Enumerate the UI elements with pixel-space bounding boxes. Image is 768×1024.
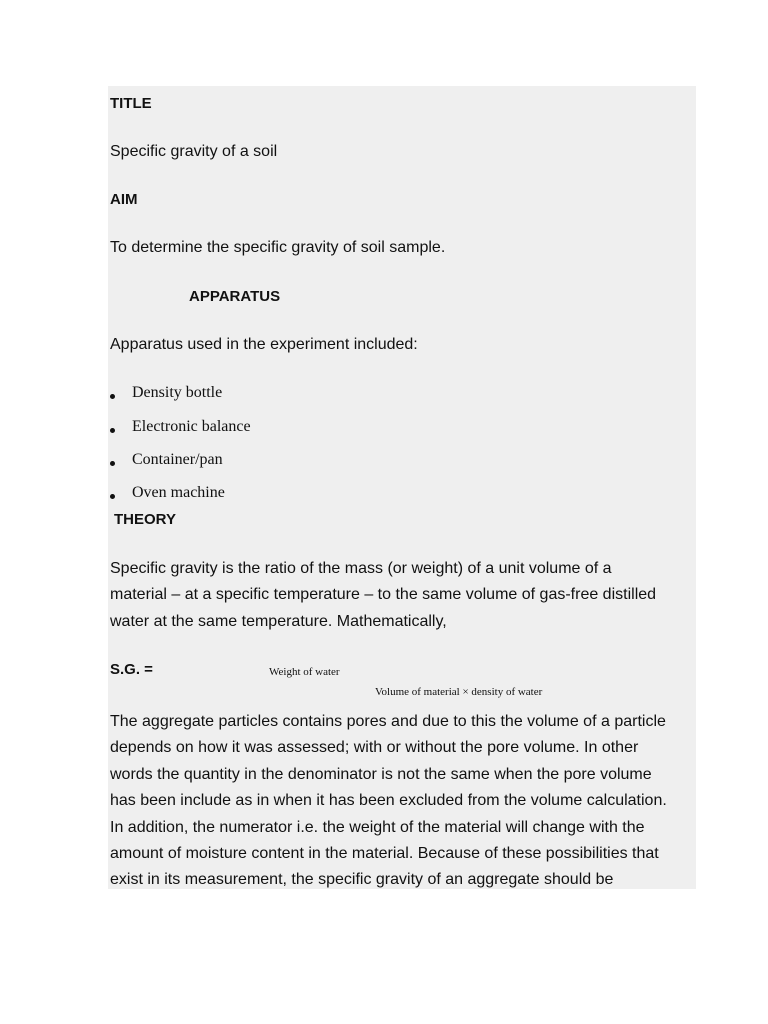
document-page [108,86,696,889]
aggregate-paragraph [110,709,696,889]
bullet-icon [110,461,115,466]
formula-numerator: Weight of water [269,666,340,678]
bullet-icon [110,428,115,433]
formula-label: S.G. = [110,661,153,678]
theory-heading: THEORY [114,511,176,528]
title-heading: TITLE [110,95,152,112]
aim-text: To determine the specific gravity of soil sample. [110,239,446,256]
paragraph-line: exist in its measurement, the specific gravity of an aggregate should be [110,871,614,889]
paragraph-line: Specific gravity is the ratio of the mass (or weight) of a unit volume of a [110,560,612,577]
paragraph-line: words the quantity in the denominator is not the same when the pore volume [110,765,652,783]
list-item-label: Electronic balance [132,418,251,435]
paragraph-line: material – at a specific temperature – to the same volume of gas-free distilled [110,586,657,604]
apparatus-heading: APPARATUS [189,288,281,305]
bullet-icon [110,394,115,399]
list-item-label: Container/pan [132,451,223,468]
apparatus-intro: Apparatus used in the experiment included: [110,336,418,353]
list-item-label: Density bottle [132,384,223,401]
paragraph-line: has been include as in when it has been excluded from the volume calculation. [110,792,667,810]
paragraph-line: The aggregate particles contains pores and due to this the volume of a particle [110,713,666,730]
list-item-label: Oven machine [132,484,225,501]
bullet-icon [110,494,115,499]
aim-heading: AIM [110,191,138,208]
title-text: Specific gravity of a soil [110,143,278,160]
theory-paragraph [110,556,696,635]
paragraph-line: water at the same temperature. Mathematically, [110,612,447,630]
paragraph-line: depends on how it was assessed; with or without the pore volume. In other [110,739,639,757]
paragraph-line: amount of moisture content in the material. Because of these possibilities that [110,845,659,863]
formula-denominator: Volume of material × density of water [375,686,543,698]
paragraph-line: In addition, the numerator i.e. the weight of the material will change with the [110,818,645,836]
